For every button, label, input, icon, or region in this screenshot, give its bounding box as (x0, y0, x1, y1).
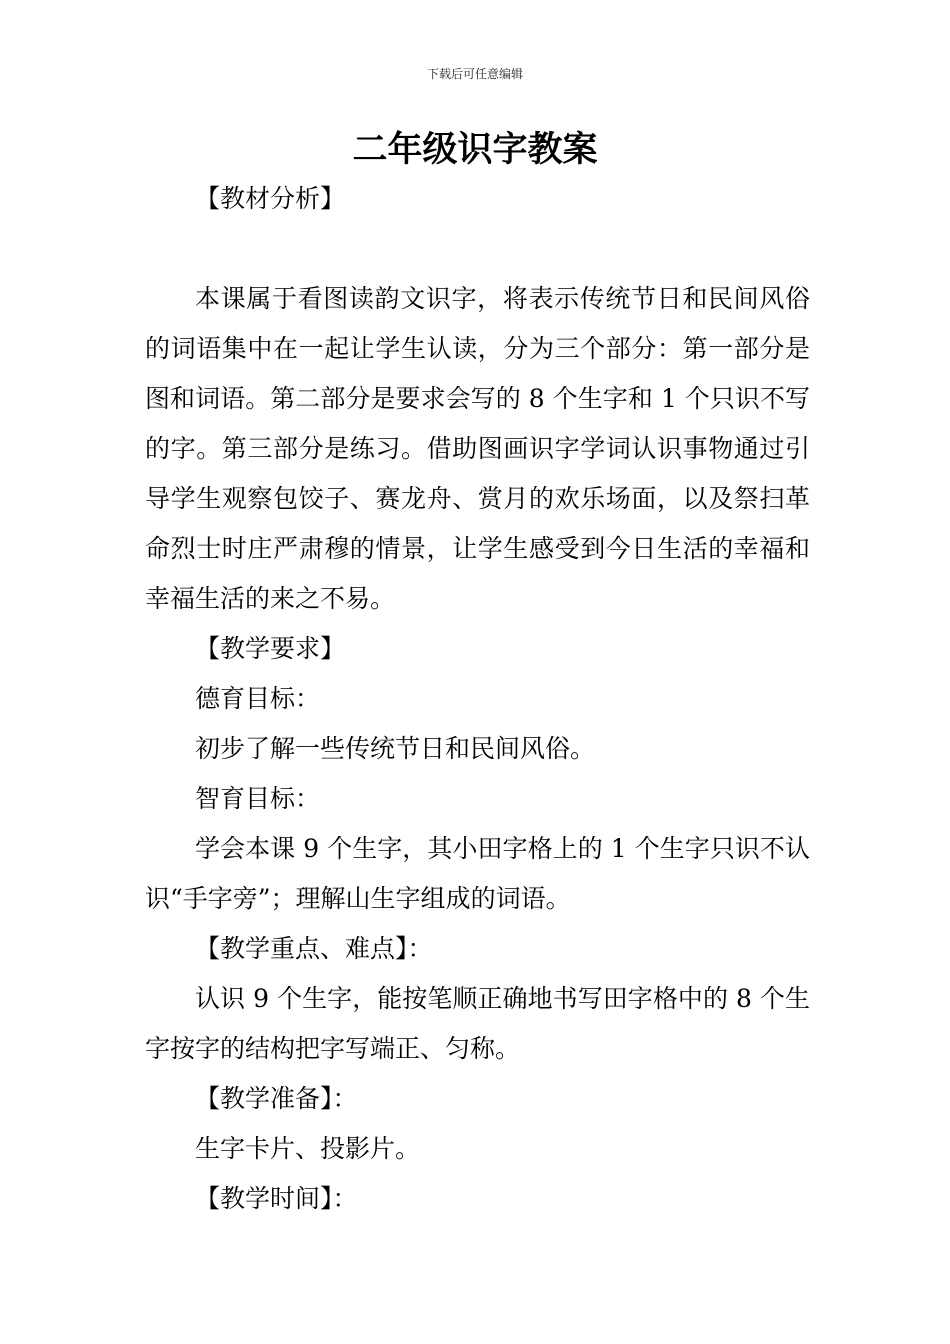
label-moral-goal: 德育目标： (195, 684, 321, 713)
section-heading-key-points: 【教学重点、难点】： (195, 934, 433, 963)
label-intellect-goal: 智育目标： (195, 784, 321, 813)
paragraph-material: 本课属于看图读韵文识字，将表示传统节日和民间风俗的词语集中在一起让学生认读，分为三个部分：第一部分是图和词语。第二部分是要求会写的 8 个生字和 1 个只识不写的字。第三部分是练习。借助图画识字学词认识事物通过引导学生观察包饺子、赛龙舟、赏月的欢乐场面，以及祭扫革命烈士时庄严肃穆的情景，让学生感受到今日生活的幸福和幸福生活的来之不易。 (145, 284, 810, 613)
blank-line (145, 224, 810, 274)
page-title: 二年级识字教案 (352, 130, 598, 170)
section-heading-preparation: 【教学准备】： (195, 1084, 358, 1113)
paragraph-preparation: 生字卡片、投影片。 (195, 1134, 421, 1163)
header-note: 下载后可任意编辑 (426, 67, 523, 81)
section-heading-time: 【教学时间】： (195, 1184, 358, 1213)
paragraph-key-points: 认识 9 个生字，能按笔顺正确地书写田字格中的 8 个生字按字的结构把字写端正、匀称。 (145, 984, 810, 1063)
paragraph-intellect-goal: 学会本课 9 个生字，其小田字格上的 1 个生字只识不认识“手字旁”；理解山生字组成的词语。 (145, 834, 810, 913)
section-heading-material: 【教材分析】 (195, 184, 346, 213)
paragraph-moral-goal: 初步了解一些传统节日和民间风俗。 (195, 734, 596, 763)
section-heading-requirements: 【教学要求】 (195, 634, 346, 663)
document-body (145, 174, 810, 1224)
